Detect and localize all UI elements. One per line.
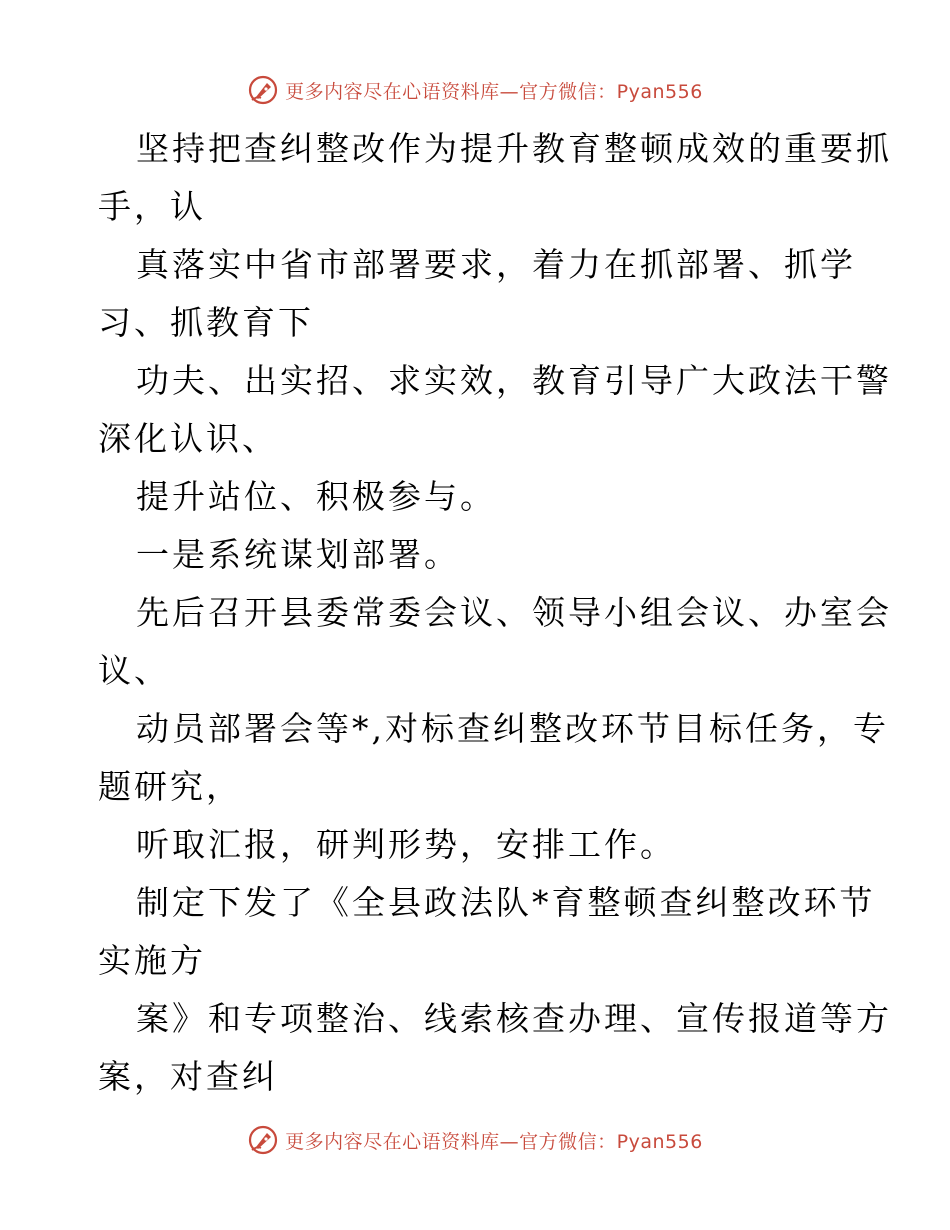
text-line: 手，认 <box>98 187 206 226</box>
text-line: 先后召开县委常委会议、领导小组会议、办室会 <box>136 593 892 632</box>
text-line: 案，对查纠 <box>98 1057 278 1096</box>
text-line: 动员部署会等*,对标查纠整改环节目标任务，专 <box>136 709 889 748</box>
pen-nib-logo-icon <box>247 74 279 106</box>
text-line: 坚持把查纠整改作为提升教育整顿成效的重要抓 <box>136 129 892 168</box>
header-watermark <box>0 70 950 110</box>
watermark-text: 更多内容尽在心语资料库—官方微信：Pyan556 <box>285 1130 703 1153</box>
text-line: 深化认识、 <box>98 419 278 458</box>
text-line: 提升站位、积极参与。 <box>136 477 496 516</box>
text-line: 习、抓教育下 <box>98 303 314 342</box>
text-line: 听取汇报，研判形势，安排工作。 <box>136 825 676 864</box>
text-line: 案》和专项整治、线索核查办理、宣传报道等方 <box>136 999 892 1038</box>
text-line: 功夫、出实招、求实效，教育引导广大政法干警 <box>136 361 892 400</box>
pen-nib-logo-icon <box>247 1124 279 1156</box>
text-line: 一是系统谋划部署。 <box>136 535 460 574</box>
text-line: 制定下发了《全县政法队*育整顿查纠整改环节 <box>136 883 876 922</box>
document-body <box>98 120 892 1106</box>
text-line: 实施方 <box>98 941 206 980</box>
watermark-text: 更多内容尽在心语资料库—官方微信：Pyan556 <box>285 80 703 103</box>
footer-watermark <box>0 1120 950 1160</box>
text-line: 真落实中省市部署要求，着力在抓部署、抓学 <box>136 245 856 284</box>
text-line: 题研究， <box>98 767 242 806</box>
text-line: 议、 <box>98 651 170 690</box>
